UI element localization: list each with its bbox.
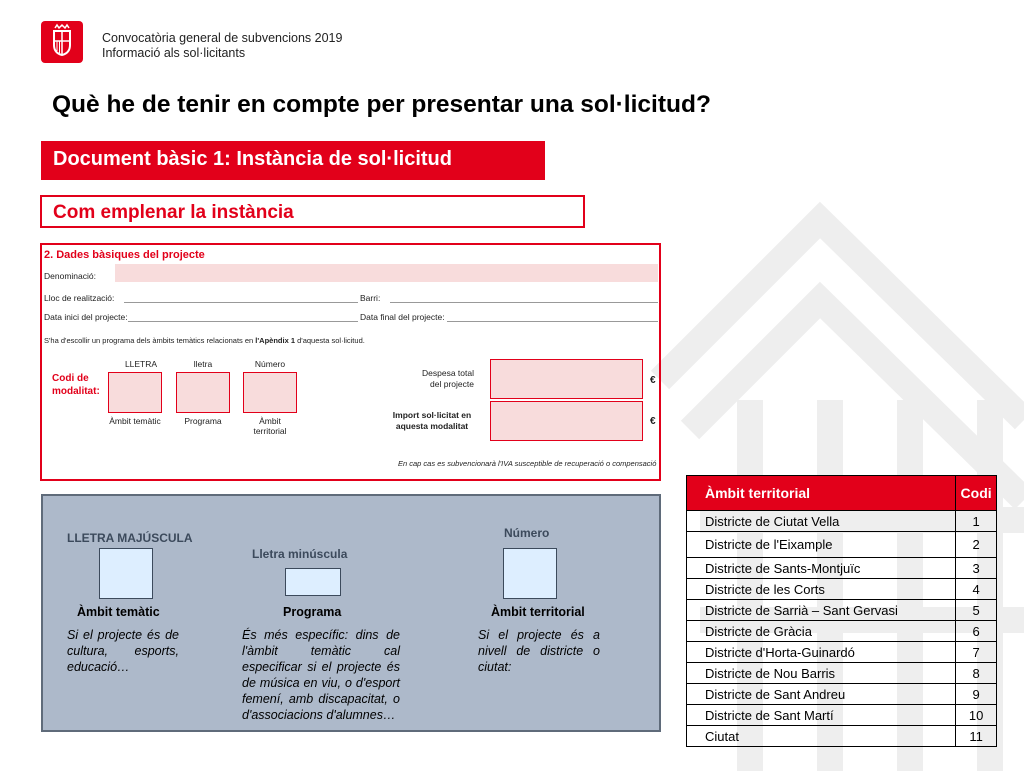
ambit-territorial-desc: Si el projecte és a nivell de districte o ciutat: (478, 628, 600, 674)
code-cell: 10 (956, 705, 997, 726)
subsection-heading: Com emplenar la instància (40, 195, 585, 228)
col-numero-heading: Número (254, 359, 286, 369)
ambit-tematic-label: Àmbit temàtic (77, 605, 160, 619)
table-row (687, 621, 997, 642)
table-row (687, 642, 997, 663)
explanation-panel (41, 494, 661, 732)
barri-field[interactable] (390, 302, 658, 303)
ambit-tematic-caption: Àmbit temàtic (109, 416, 161, 426)
district-cell: Ciutat (687, 726, 956, 747)
codi-label-line-1: Codi de (52, 373, 89, 384)
programa-label: Programa (283, 605, 342, 619)
table-row (687, 558, 997, 579)
numero-input-box[interactable] (243, 372, 297, 413)
table-row (687, 600, 997, 621)
lletra-majuscula-box (99, 548, 153, 599)
numero-box (503, 548, 557, 599)
table-row (687, 663, 997, 684)
table-row (687, 511, 997, 532)
lletra-minuscula-box (285, 568, 341, 596)
header-line-2: Informació als sol·licitants (102, 46, 246, 60)
despesa-line-2: del projecte (430, 379, 474, 389)
lletra-minuscula-heading: Lletra minúscula (252, 547, 348, 561)
programa-desc: És més específic: dins de l'àmbit temàtic cal especificar si el projecte és de música en viu, o d'esport femení, amb discapacitat, o d'associacions d'alumnes… (242, 628, 400, 722)
numero-heading: Número (504, 526, 550, 540)
barcelona-logo (41, 21, 83, 63)
code-cell: 8 (956, 663, 997, 684)
col-lletra-min-heading: lletra (193, 359, 213, 369)
code-cell: 7 (956, 642, 997, 663)
programa-input-box[interactable] (176, 372, 230, 413)
data-final-field[interactable] (447, 321, 658, 322)
codi-label-line-2: modalitat: (52, 386, 100, 397)
district-cell: Districte de Nou Barris (687, 663, 956, 684)
district-cell: Districte de Sant Andreu (687, 684, 956, 705)
table-row (687, 532, 997, 558)
district-cell: Districte de Sarrià – Sant Gervasi (687, 600, 956, 621)
import-line-1: Import sol·licitat en (392, 410, 472, 420)
ambit-territorial-caption-1: Àmbit (259, 416, 281, 426)
header-codi: Codi (956, 476, 997, 511)
code-cell: 11 (956, 726, 997, 747)
instruction-post: d'aquesta sol·licitud. (295, 336, 365, 345)
table-row (687, 705, 997, 726)
denominacio-label: Denominació: (44, 271, 96, 281)
despesa-label (392, 368, 474, 390)
instruction-text (44, 336, 365, 345)
district-cell: Districte de l'Eixample (687, 532, 956, 558)
programa-caption: Programa (184, 416, 222, 426)
despesa-total-field[interactable] (490, 359, 643, 399)
despesa-euro: € (650, 375, 656, 386)
district-cell: Districte de les Corts (687, 579, 956, 600)
instruction-bold: l'Apèndix 1 (255, 336, 296, 345)
header-text (102, 31, 342, 61)
iva-note: En cap cas es subvencionarà l'IVA susceptible de recuperació o compensació (398, 459, 657, 468)
table-header-row (687, 476, 997, 511)
code-cell: 4 (956, 579, 997, 600)
instruction-pre: S'ha d'escollir un programa dels àmbits temàtics relacionats en (44, 336, 256, 345)
code-cell: 9 (956, 684, 997, 705)
lloc-field[interactable] (124, 302, 358, 303)
ambit-tematic-desc: Si el projecte és de cultura, esports, educació… (67, 628, 179, 674)
form-section-title: 2. Dades bàsiques del projecte (44, 249, 205, 261)
ambit-territorial-label: Àmbit territorial (491, 605, 585, 619)
table-row (687, 684, 997, 705)
lletra-majuscula-heading: LLETRA MAJÚSCULA (67, 531, 193, 545)
district-cell: Districte de Sants-Montjuïc (687, 558, 956, 579)
district-cell: Districte de Gràcia (687, 621, 956, 642)
code-cell: 6 (956, 621, 997, 642)
page-title: Què he de tenir en compte per presentar una sol·licitud? (52, 91, 711, 118)
form-excerpt (40, 243, 661, 481)
import-line-2: aquesta modalitat (395, 421, 469, 431)
codi-modalitat-label (52, 372, 100, 398)
district-cell: Districte de Sant Martí (687, 705, 956, 726)
code-cell: 1 (956, 511, 997, 532)
shield-icon (41, 21, 83, 63)
code-cell: 2 (956, 532, 997, 558)
code-cell: 5 (956, 600, 997, 621)
import-sollicitat-field[interactable] (490, 401, 643, 441)
district-cell: Districte d'Horta-Guinardó (687, 642, 956, 663)
header-ambit-territorial: Àmbit territorial (687, 476, 956, 511)
section-banner: Document bàsic 1: Instància de sol·licitud (41, 141, 545, 180)
barri-label: Barri: (360, 293, 381, 303)
import-euro: € (650, 416, 656, 427)
table-row (687, 726, 997, 747)
import-label (382, 410, 482, 432)
data-inici-field[interactable] (128, 321, 358, 322)
denominacio-field[interactable] (115, 264, 658, 282)
table-row (687, 579, 997, 600)
lloc-label: Lloc de realització: (44, 293, 115, 303)
lletra-input-box[interactable] (108, 372, 162, 413)
territorial-codes-table (686, 475, 997, 747)
col-lletra-heading: LLETRA (124, 359, 158, 369)
header-line-1: Convocatòria general de subvencions 2019 (102, 31, 343, 45)
ambit-territorial-caption-2: territorial (253, 426, 287, 436)
data-inici-label: Data inici del projecte: (44, 312, 128, 322)
ambit-territorial-caption (240, 416, 300, 436)
despesa-line-1: Despesa total (422, 368, 474, 378)
district-cell: Districte de Ciutat Vella (687, 511, 956, 532)
data-final-label: Data final del projecte: (360, 312, 445, 322)
code-cell: 3 (956, 558, 997, 579)
